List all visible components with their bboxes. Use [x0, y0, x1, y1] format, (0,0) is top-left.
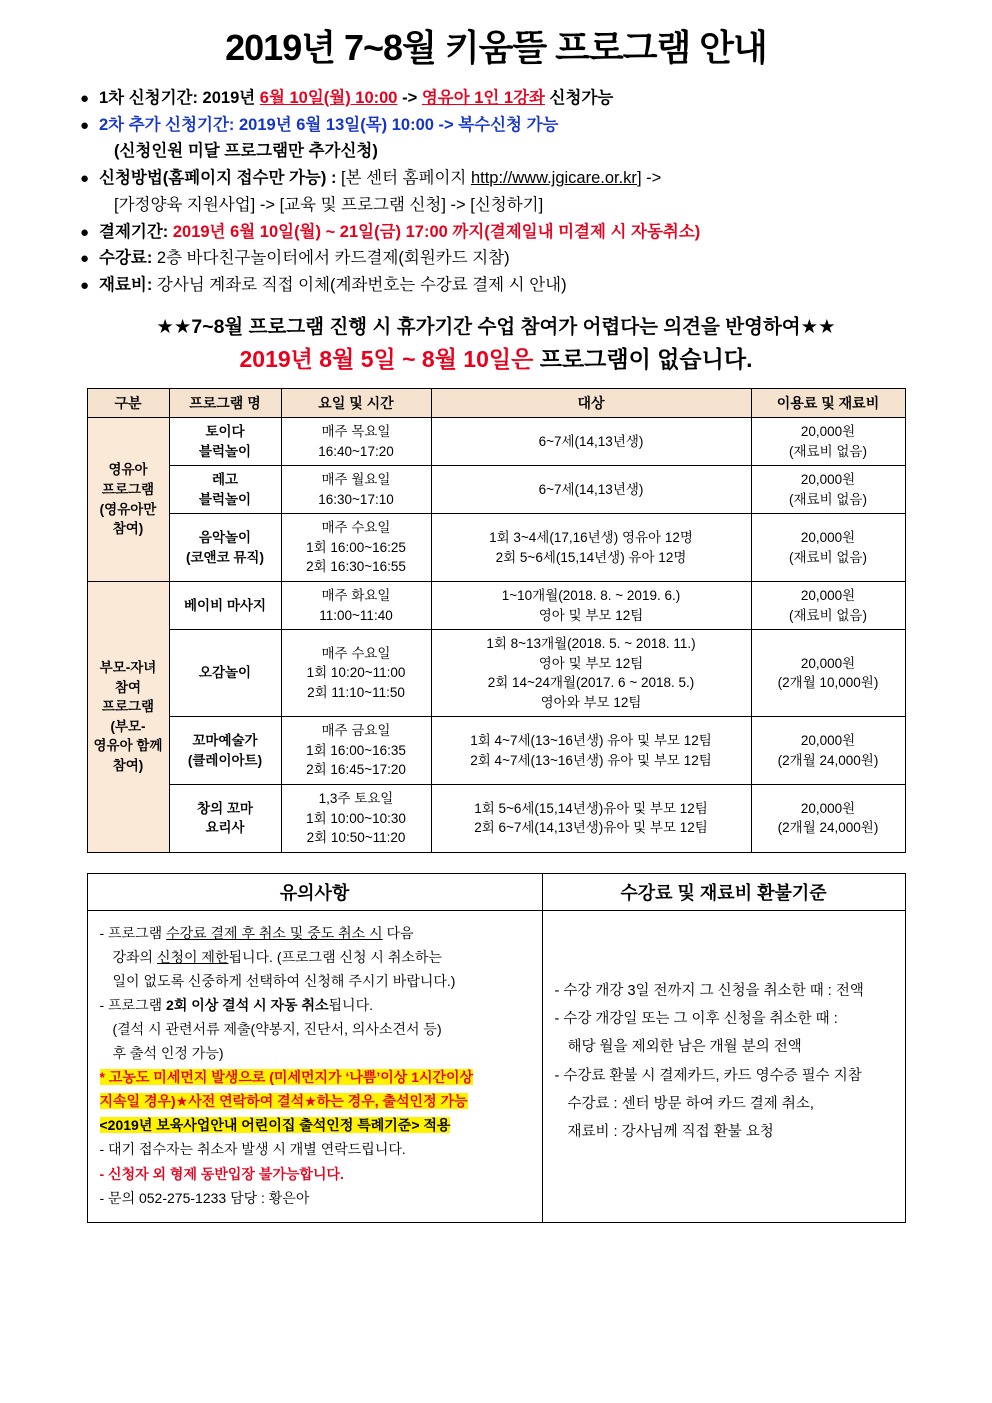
notice-bullet-list: [22, 85, 970, 299]
no-program-tail: 프로그램이 없습니다.: [539, 345, 753, 372]
program-schedule-table: [87, 388, 906, 853]
bullet-material-fee-seg-1: 강사님 계좌로 직접 이체(계좌번호는 수강료 결제 시 안내): [152, 276, 567, 295]
no-program-dates: 2019년 8월 5일 ~ 8월 10일은: [239, 345, 540, 372]
program-col-header-0: 구분: [87, 388, 169, 417]
program-name-cell: 토이다 블럭놀이: [169, 418, 281, 466]
bullet-dot-icon: ●: [80, 250, 90, 268]
program-fee-cell: 20,000원 (2개월 24,000원): [751, 785, 905, 853]
caution-line-10-seg-0: - 신청자 외 형제 동반입장 불가능합니다.: [99, 1165, 344, 1182]
program-col-header-2: 요일 및 시간: [281, 388, 431, 417]
program-target-cell: 1회 8~13개월(2018. 5. ~ 2018. 11.) 영아 및 부모 12팀 2회 14~24개월(2017. 6 ~ 2018. 5.) 영아와 부모 12팀: [431, 630, 751, 717]
cautions-list: [100, 921, 530, 1210]
program-target-cell: 6~7세(14,13년생): [431, 418, 751, 466]
table-row: [87, 418, 905, 466]
caution-line-1-seg-2: 됩니다. (프로그램 신청 시 취소하는: [228, 948, 442, 965]
caution-line-8: [100, 1113, 530, 1137]
program-fee-cell: 20,000원 (재료비 없음): [751, 418, 905, 466]
notes-cell-right: [542, 910, 905, 1222]
caution-line-0: [100, 921, 530, 945]
caution-line-9: [100, 1137, 530, 1161]
bullet-dot-icon: ●: [80, 277, 90, 295]
caution-line-5-seg-0: 후 출석 인정 가능): [112, 1045, 224, 1062]
refund-line-0: - 수강 개강 3일 전까지 그 신청을 취소한 때 : 전액: [554, 982, 864, 999]
table-row: [87, 514, 905, 582]
bullet-tuition-fee-seg-0: 수강료:: [99, 249, 153, 268]
bullet-apply-period-1-seg-2: 6월 10일(월) 10:00: [259, 89, 398, 107]
notes-table-head: [87, 873, 905, 910]
bullet-apply-method-seg-2[interactable]: http://www.jgicare.or.kr: [470, 169, 637, 188]
caution-line-3-seg-2: 됩니다.: [328, 996, 373, 1013]
bullet-apply-method-path: [80, 192, 970, 219]
program-category-cell-1: 부모-자녀 참여 프로그램 (부모- 영유아 함께 참여): [87, 581, 169, 852]
bullet-apply-period-1: [80, 85, 970, 112]
program-schedule-cell: 매주 화요일 11:00~11:40: [281, 581, 431, 629]
caution-line-4: [100, 1017, 530, 1041]
program-fee-cell: 20,000원 (2개월 24,000원): [751, 717, 905, 785]
notes-refund-table: [87, 873, 906, 1223]
bullet-apply-method-seg-0: 신청방법(홈페이지 접수만 가능) :: [99, 169, 337, 188]
notes-table-row: [87, 910, 905, 1222]
caution-line-7-seg-0: 지속일 경우)★사전 연락하여 결석★하는 경우, 출석인정 가능: [99, 1093, 468, 1110]
refund-line-3: - 수강료 환불 시 결제카드, 카드 영수증 필수 지참: [554, 1067, 862, 1084]
caution-line-3: [100, 993, 530, 1017]
page-title: 2019년 7~8월 키움뜰 프로그램 안내: [225, 27, 767, 68]
program-fee-cell: 20,000원 (재료비 없음): [751, 466, 905, 514]
bullet-apply-period-1-seg-5: 신청가능: [544, 89, 614, 107]
program-schedule-cell: 매주 금요일 1회 16:00~16:35 2회 16:45~17:20: [281, 717, 431, 785]
notes-table-header-row: [87, 873, 905, 910]
program-name-cell: 꼬마예술가 (클레이아트): [169, 717, 281, 785]
caution-line-2: [100, 969, 530, 993]
bullet-apply-period-1-seg-1: 2019년: [202, 89, 260, 107]
bullet-apply-period-2-note-seg-0: (신청인원 미달 프로그램만 추가신청): [114, 142, 378, 161]
bullet-apply-method: [80, 165, 970, 192]
bullet-material-fee: [80, 272, 970, 299]
program-col-header-4: 이용료 및 재료비: [751, 388, 905, 417]
caution-line-8-seg-0: <2019년 보육사업안내 어린이집 출석인정 특례기준> 적용: [99, 1117, 451, 1134]
bullet-apply-period-1-seg-0: 1차 신청기간:: [99, 89, 203, 107]
program-target-cell: 1~10개월(2018. 8. ~ 2019. 6.) 영아 및 부모 12팀: [431, 581, 751, 629]
bullet-payment-period-seg-0: 결제기간:: [99, 222, 173, 241]
caution-line-1-seg-0: 강좌의: [112, 948, 157, 965]
program-name-cell: 오감놀이: [169, 630, 281, 717]
notes-header-left: 유의사항: [87, 873, 542, 910]
program-col-header-3: 대상: [431, 388, 751, 417]
caution-line-11-seg-0: - 문의 052-275-1233 담당 : 황은아: [99, 1189, 310, 1206]
caution-line-4-seg-0: (결석 시 관련서류 제출(약봉지, 진단서, 의사소견서 등): [112, 1021, 442, 1038]
bullet-tuition-fee-seg-1: 2층 바다친구놀이터에서 카드결제(회원카드 지참): [152, 249, 510, 268]
program-schedule-cell: 1,3주 토요일 1회 10:00~10:30 2회 10:50~11:20: [281, 785, 431, 853]
bullet-apply-period-1-seg-4: 영유아 1인 1강좌: [421, 89, 545, 107]
notes-header-right: 수강료 및 재료비 환불기준: [542, 873, 905, 910]
program-name-cell: 음악놀이 (코앤코 뮤직): [169, 514, 281, 582]
table-row: [87, 630, 905, 717]
caution-line-1: [100, 945, 530, 969]
caution-line-0-seg-1: 수강료 결제 후 취소 및 중도 취소 시: [166, 924, 383, 941]
program-target-cell: 1회 4~7세(13~16년생) 유아 및 부모 12팀 2회 4~7세(13~16년생) 유아 및 부모 12팀: [431, 717, 751, 785]
refund-line-5: 재료비 : 강사님께 직접 환불 요청: [567, 1124, 774, 1141]
bullet-material-fee-seg-0: 재료비:: [99, 276, 153, 295]
refund-line-2: 해당 월을 제외한 남은 개월 분의 전액: [567, 1039, 802, 1056]
program-fee-cell: 20,000원 (2개월 10,000원): [751, 630, 905, 717]
program-target-cell: 6~7세(14,13년생): [431, 466, 751, 514]
bullet-payment-period: [80, 219, 970, 246]
program-fee-cell: 20,000원 (재료비 없음): [751, 514, 905, 582]
caution-line-6: [100, 1065, 530, 1089]
program-schedule-cell: 매주 목요일 16:40~17:20: [281, 418, 431, 466]
caution-line-1-seg-1: 신청이 제한: [156, 948, 229, 965]
program-table-header-row: [87, 388, 905, 417]
program-table-head: [87, 388, 905, 417]
bullet-apply-period-1-seg-3: ->: [397, 89, 422, 107]
bullet-dot-icon: ●: [80, 170, 90, 188]
bullet-payment-period-seg-1: 2019년 6월 10일(월) ~ 21일(금) 17:00 까지(결제일내 미결제 시 자동취소): [172, 222, 701, 241]
program-target-cell: 1회 5~6세(15,14년생)유아 및 부모 12팀 2회 6~7세(14,13년생)유아 및 부모 12팀: [431, 785, 751, 853]
bullet-apply-period-2-note: [80, 138, 970, 165]
program-name-cell: 창의 꼬마 요리사: [169, 785, 281, 853]
refund-line-1: - 수강 개강일 또는 그 이후 신청을 취소한 때 :: [554, 1011, 838, 1027]
caution-line-3-seg-0: - 프로그램: [99, 996, 167, 1013]
program-schedule-cell: 매주 수요일 1회 16:00~16:25 2회 16:30~16:55: [281, 514, 431, 582]
bullet-apply-method-seg-1: [본 센터 홈페이지: [336, 169, 471, 188]
vacation-star-note: ★★7~8월 프로그램 진행 시 휴가기간 수업 참여가 어렵다는 의견을 반영하여★★: [156, 315, 836, 338]
notes-table-body: [87, 910, 905, 1222]
caution-line-10: [100, 1162, 530, 1186]
bullet-apply-method-path-seg-0: [가정양육 지원사업] -> [교육 및 프로그램 신청] -> [신청하기]: [114, 195, 544, 214]
program-name-cell: 레고 블럭놀이: [169, 466, 281, 514]
program-fee-cell: 20,000원 (재료비 없음): [751, 581, 905, 629]
table-row: [87, 717, 905, 785]
refund-list: [555, 921, 893, 1147]
bullet-tuition-fee: [80, 245, 970, 272]
bullet-apply-method-seg-3: ] ->: [636, 169, 662, 188]
program-col-header-1: 프로그램 명: [169, 388, 281, 417]
caution-line-0-seg-2: 다음: [382, 924, 414, 941]
program-schedule-cell: 매주 월요일 16:30~17:10: [281, 466, 431, 514]
caution-line-2-seg-0: 일이 없도록 신중하게 선택하여 신청해 주시기 바랍니다.): [112, 972, 456, 989]
no-program-notice: [22, 341, 970, 374]
table-row: [87, 581, 905, 629]
program-name-cell: 베이비 마사지: [169, 581, 281, 629]
notes-cell-left: [87, 910, 542, 1222]
program-table-body: [87, 418, 905, 853]
caution-line-0-seg-0: - 프로그램: [99, 924, 167, 941]
refund-line-4: 수강료 : 센터 방문 하여 카드 결제 취소,: [567, 1095, 814, 1112]
program-target-cell: 1회 3~4세(17,16년생) 영유아 12명 2회 5~6세(15,14년생) 유아 12명: [431, 514, 751, 582]
table-row: [87, 785, 905, 853]
table-row: [87, 466, 905, 514]
program-schedule-cell: 매주 수요일 1회 10:20~11:00 2회 11:10~11:50: [281, 630, 431, 717]
caution-line-7: [100, 1089, 530, 1113]
caution-line-11: [100, 1186, 530, 1210]
caution-line-3-seg-1: 2회 이상 결석 시 자동 취소: [166, 996, 329, 1013]
caution-line-6-seg-0: * 고농도 미세먼지 발생으로 (미세먼지가 ‘나쁨’이상 1시간이상: [99, 1069, 474, 1086]
bullet-dot-icon: ●: [80, 223, 90, 241]
bullet-dot-icon: ●: [80, 90, 90, 107]
caution-line-5: [100, 1041, 530, 1065]
bullet-apply-period-2: [80, 112, 970, 139]
bullet-dot-icon: ●: [80, 116, 90, 134]
program-category-cell-0: 영유아 프로그램 (영유아만 참여): [87, 418, 169, 582]
bullet-apply-period-2-seg-1: 복수신청 가능: [458, 115, 559, 134]
bullet-apply-period-2-seg-0: 2차 추가 신청기간: 2019년 6월 13일(목) 10:00 ->: [99, 115, 459, 134]
caution-line-9-seg-0: - 대기 접수자는 취소자 발생 시 개별 연락드립니다.: [99, 1141, 406, 1158]
